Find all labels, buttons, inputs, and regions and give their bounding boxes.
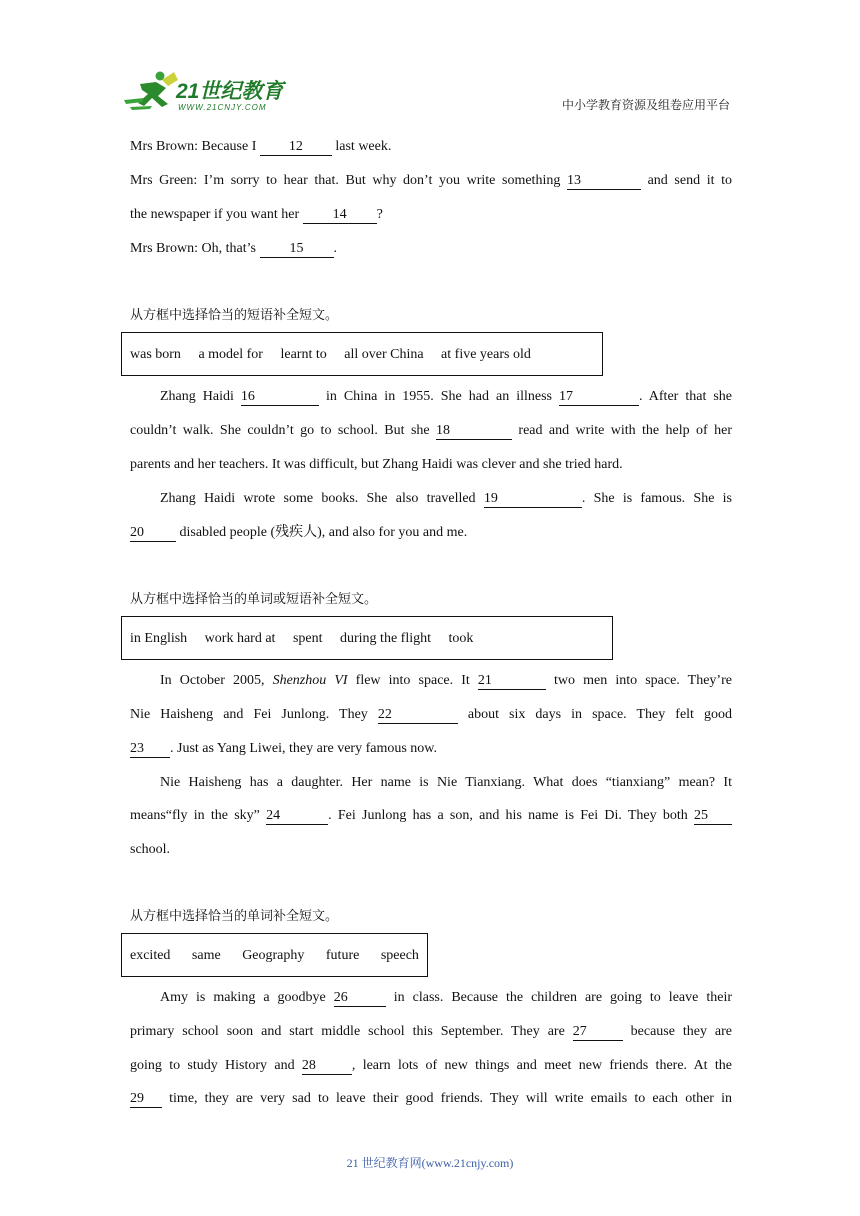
passage-1-line-5: 20 disabled people (残疾人), and also for you and me. <box>130 525 468 540</box>
site-logo <box>122 70 292 114</box>
section-1-word-box <box>121 332 603 376</box>
blank-25: 25 <box>694 808 732 825</box>
dialogue-line-2: Mrs Green: I’m sorry to hear that. But why don’t you write something 13 and send it to <box>130 173 733 188</box>
passage-1-line-4: Zhang Haidi wrote some books. She also travelled 19 . She is famous. She is <box>160 491 732 506</box>
option: took <box>448 631 474 646</box>
blank-14: 14 <box>303 207 377 224</box>
passage-3-line-3: going to study History and 28 , learn lots of new things and meet new friends there. At the <box>130 1058 732 1073</box>
section-1-instruction: 从方框中选择恰当的短语补全短文。 <box>130 308 339 323</box>
blank-24: 24 <box>266 808 328 825</box>
passage-1-line-1: Zhang Haidi 16 in China in 1955. She had an illness 17 . After that she <box>160 389 733 404</box>
blank-16: 16 <box>241 389 319 406</box>
option: was born <box>130 347 181 362</box>
option: same <box>191 948 221 963</box>
blank-12: 12 <box>260 139 332 156</box>
logo-url: WWW.21CNJY.COM <box>178 103 267 112</box>
blank-27: 27 <box>573 1024 623 1041</box>
option: speech <box>380 948 419 963</box>
passage-3-line-1: Amy is making a goodbye 26 in class. Because the children are going to leave their <box>160 990 732 1005</box>
passage-3-line-2: primary school soon and start middle school this September. They are 27 because they are <box>130 1024 733 1039</box>
footer-link[interactable]: 21 世纪教育网(www.21cnjy.com) <box>346 1156 514 1170</box>
option: learnt to <box>280 347 327 362</box>
logo-text: 21世纪教育 <box>176 80 284 103</box>
blank-17: 17 <box>559 389 639 406</box>
passage-1-line-2: couldn’t walk. She couldn’t go to school. But she 18 read and write with the help of her <box>130 423 732 438</box>
option: future <box>325 948 360 963</box>
runner-icon <box>122 70 292 114</box>
blank-13: 13 <box>567 173 641 190</box>
dialogue-line-1: Mrs Brown: Because I 12 last week. <box>130 139 392 154</box>
platform-title: 中小学教育资源及组卷应用平台 <box>561 98 730 112</box>
dialogue-line-3: the newspaper if you want her 14 ? <box>130 207 383 222</box>
section-2-instruction: 从方框中选择恰当的单词或短语补全短文。 <box>130 592 378 607</box>
passage-1-line-3: parents and her teachers. It was difficult, but Zhang Haidi was clever and she tried hard. <box>130 457 623 472</box>
passage-3-line-4: 29 time, they are very sad to leave their good friends. They will write emails to each other in <box>130 1091 732 1106</box>
option: a model for <box>198 347 263 362</box>
blank-28: 28 <box>302 1058 352 1075</box>
section-3-instruction: 从方框中选择恰当的单词补全短文。 <box>130 909 339 924</box>
blank-18: 18 <box>436 423 512 440</box>
blank-26: 26 <box>334 990 386 1007</box>
blank-21: 21 <box>478 673 546 690</box>
option: spent <box>292 631 323 646</box>
blank-15: 15 <box>260 241 334 258</box>
passage-2-line-3: 23 . Just as Yang Liwei, they are very famous now. <box>130 741 437 756</box>
passage-2-line-6: school. <box>130 842 171 857</box>
blank-19: 19 <box>484 491 582 508</box>
section-3-word-box <box>121 933 428 977</box>
passage-2-line-2: Nie Haisheng and Fei Junlong. They 22 about six days in space. They felt good <box>130 707 732 722</box>
option: all over China <box>344 347 424 362</box>
option: work hard at <box>204 631 276 646</box>
blank-23: 23 <box>130 741 170 758</box>
option: during the flight <box>340 631 431 646</box>
blank-22: 22 <box>378 707 458 724</box>
passage-2-line-4: Nie Haisheng has a daughter. Her name is Nie Tianxiang. What does “tianxiang” mean? It <box>160 775 732 790</box>
option: excited <box>130 948 171 963</box>
section-2-word-box <box>121 616 613 660</box>
blank-29: 29 <box>130 1091 162 1108</box>
dialogue-line-4: Mrs Brown: Oh, that’s 15 . <box>130 241 337 256</box>
passage-2-line-5: means“fly in the sky” 24 . Fei Junlong has a son, and his name is Fei Di. They both 25 <box>130 806 732 826</box>
blank-20: 20 <box>130 525 176 542</box>
passage-2-line-1: In October 2005, Shenzhou VI flew into space. It 21 two men into space. They’re <box>160 673 732 688</box>
option: Geography <box>242 948 305 963</box>
option: at five years old <box>441 347 531 362</box>
option: in English <box>130 631 188 646</box>
